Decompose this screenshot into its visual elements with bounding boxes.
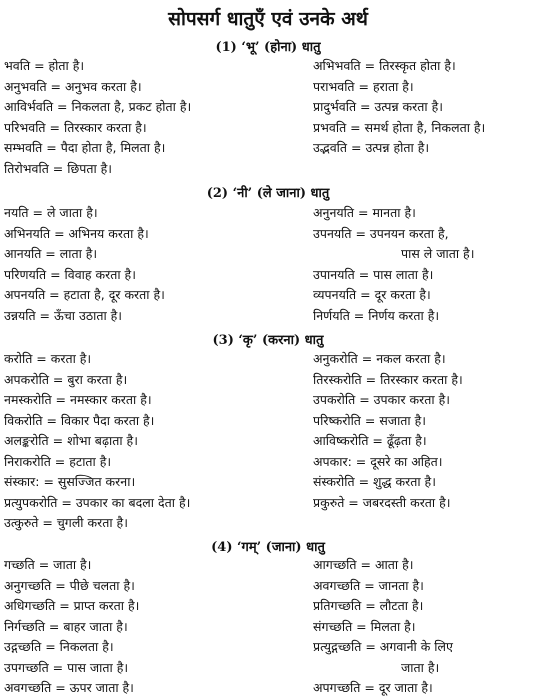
- list-item: प्रत्युद्गच्छति = अगवानी के लिए: [313, 639, 453, 654]
- list-item: प्रभवति = समर्थ होता है, निकलता है।: [313, 119, 486, 135]
- list-item: अनुकरोति = नकल करता है।: [313, 351, 446, 366]
- list-item: आविर्भवति = निकलता है, प्रकट होता है।: [4, 99, 192, 114]
- list-item: प्रतिगच्छति = लौटता है।: [313, 598, 424, 613]
- list-item: व्यपनयति = दूर करता है।: [313, 287, 431, 302]
- list-item: अनुनयति = मानता है।: [313, 205, 416, 220]
- list-item: अपनयति = हटाता है, दूर करता है।: [4, 287, 165, 302]
- section-ni-left-column: [4, 203, 304, 326]
- list-item: प्रादुर्भवति = उत्पन्न करता है।: [313, 99, 443, 114]
- list-item: प्रत्युपकरोति = उपकार का बदला देता है।: [4, 494, 191, 510]
- list-item: अभिनयति = अभिनय करता है।: [4, 225, 149, 241]
- list-item: उत्कुरुते = चुगली करता है।: [4, 515, 128, 530]
- list-item: तिरोभवति = छिपता है।: [4, 160, 113, 176]
- section-heading-gam: (4) ‘गम्’ (जाना) धातु: [211, 540, 325, 555]
- list-item: अपगच्छति = दूर जाता है।: [313, 680, 433, 695]
- page-title: सोपसर्ग धातुएँ एवं उनके अर्थ: [168, 8, 368, 30]
- list-item: उपकरोति = उपकार करता है।: [313, 392, 450, 407]
- list-item: अपकरोति = बुरा करता है।: [4, 371, 128, 387]
- list-item: निराकरोति = हटाता है।: [4, 453, 112, 469]
- list-item: अधिगच्छति = प्राप्त करता है।: [4, 598, 140, 613]
- list-item: अनुभवति = अनुभव करता है।: [4, 78, 142, 94]
- section-bhu-left-column: [4, 56, 304, 179]
- list-item: उपगच्छति = पास जाता है।: [4, 659, 129, 675]
- list-item: उद्गच्छति = निकलता है।: [4, 639, 114, 654]
- list-item: करोति = करता है।: [4, 351, 92, 366]
- list-item: अलङ्करोति = शोभा बढ़ाता है।: [4, 433, 138, 448]
- list-item: भवति = होता है।: [4, 58, 85, 73]
- list-item: परिणयति = विवाह करता है।: [4, 266, 136, 282]
- list-item: उन्नयति = ऊँचा उठाता है।: [4, 307, 123, 323]
- list-item: उपनयति = उपनयन करता है,: [313, 225, 449, 241]
- list-item: परिष्करोति = सजाता है।: [313, 412, 427, 428]
- list-item: अवगच्छति = ऊपर जाता है।: [4, 680, 134, 695]
- list-item: संस्करोति = शुद्ध करता है।: [313, 474, 436, 489]
- list-item: पराभवति = हराता है।: [313, 78, 414, 94]
- list-item: परिभवति = तिरस्कार करता है।: [4, 119, 147, 135]
- list-item: आगच्छति = आता है।: [313, 557, 414, 572]
- section-kri-right-column: [313, 349, 535, 513]
- list-item: गच्छति = जाता है।: [4, 557, 92, 572]
- list-item-continuation: पास ले जाता है।: [401, 246, 475, 261]
- section-heading-ni: (2) ‘नी’ (ले जाना) धातु: [206, 186, 330, 201]
- list-item: उद्भवति = उत्पन्न होता है।: [313, 140, 430, 155]
- list-item: निर्णयति = निर्णय करता है।: [313, 307, 440, 323]
- section-ni-right-column: [313, 203, 535, 326]
- section-heading-kri: (3) ‘कृ’ (करना) धातु: [212, 333, 324, 348]
- list-item: नयति = ले जाता है।: [4, 205, 98, 220]
- section-bhu-right-column: [313, 56, 535, 159]
- list-item-continuation: जाता है।: [401, 659, 440, 675]
- list-item: सम्भवति = पैदा होता है, मिलता है।: [4, 140, 166, 155]
- list-item: अवगच्छति = जानता है।: [313, 577, 424, 593]
- section-kri-left-column: [4, 349, 304, 534]
- section-heading-bhu: (1) ‘भू’ (होना) धातु: [215, 40, 321, 55]
- list-item: आविष्करोति = ढूँढ़ता है।: [313, 433, 427, 448]
- list-item: विकरोति = विकार पैदा करता है।: [4, 412, 155, 428]
- list-item: संस्कार: = सुसज्जित करना।: [4, 474, 136, 489]
- list-item: प्रकुरुते = जबरदस्ती करता है।: [313, 494, 451, 510]
- list-item: अभिभवति = तिरस्कृत होता है।: [313, 58, 456, 73]
- list-item: नमस्करोति = नमस्कार करता है।: [4, 392, 152, 407]
- section-gam-right-column: [313, 555, 535, 699]
- list-item: उपानयति = पास लाता है।: [313, 266, 434, 282]
- list-item: निर्गच्छति = बाहर जाता है।: [4, 618, 128, 634]
- list-item: तिरस्करोति = तिरस्कार करता है।: [313, 371, 463, 387]
- list-item: संगच्छति = मिलता है।: [313, 618, 416, 634]
- list-item: अपकार: = दूसरे का अहित।: [313, 453, 443, 469]
- list-item: अनुगच्छति = पीछे चलता है।: [4, 577, 135, 593]
- section-gam-left-column: [4, 555, 304, 699]
- list-item: आनयति = लाता है।: [4, 246, 98, 261]
